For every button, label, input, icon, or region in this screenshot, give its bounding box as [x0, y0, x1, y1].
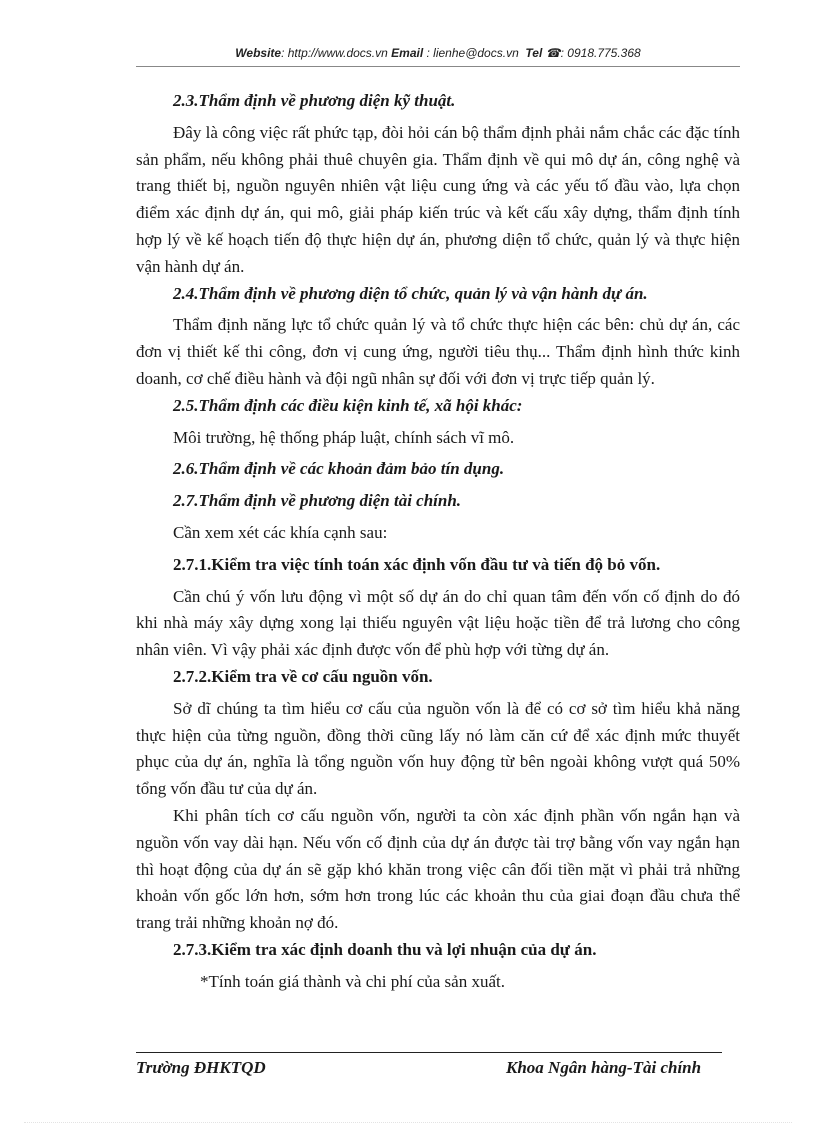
website-value: : http://www.docs.vn — [281, 46, 388, 60]
document-body — [136, 88, 740, 996]
tel-value: : 0918.775.368 — [560, 46, 641, 60]
heading-2-7-3: 2.7.3.Kiểm tra xác định doanh thu và lợi nhuận của dự án. — [173, 939, 597, 959]
paragraph-2-7-1: Cần chú ý vốn lưu động vì một số dự án do chỉ quan tâm đến vốn cố định do đó khi nhà máy xây dựng xong lại thiếu nguyên vật liệu hoặc tiền để trả lương cho công nhân viên. Vì vậy phải xác định được vốn để phù hợp với từng dự án. — [136, 586, 740, 660]
paragraph-2-4: Thẩm định năng lực tổ chức quản lý và tổ chức thực hiện các bên: chủ dự án, các đơn vị thiết kế thi công, đơn vị cung ứng, người tiêu thụ... Thẩm định hình thức kinh doanh, cơ chế điều hành và đội ngũ nhân sự đối với đơn vị trực tiếp quản lý. — [136, 315, 740, 388]
paragraph-2-7-2b: Khi phân tích cơ cấu nguồn vốn, người ta còn xác định phần vốn ngắn hạn và nguồn vốn vay dài hạn. Nếu vốn cố định của dự án được tài trợ bằng vốn vay ngắn hạn thì hoạt động của dự án sẽ gặp khó khăn trong việc cân đối tiền mặt vì phải trả những khoản vốn gốc lớn hơn, sớm hơn trong lúc các khoản thu của giai đoạn đầu chưa thể trang trải những khoản nợ đó. — [136, 805, 740, 933]
heading-2-5: 2.5.Thẩm định các điều kiện kinh tế, xã hội khác: — [173, 395, 523, 415]
page-header — [136, 46, 740, 60]
paragraph-2-7-2a: Sở dĩ chúng ta tìm hiểu cơ cấu của nguồn vốn là để có cơ sở tìm hiểu khả năng thực hiện của từng nguồn, đồng thời cũng lấy nó làm căn cứ để xác định mức thuyết phục của dự án, nghĩa là tổng nguồn vốn huy động từ bên ngoài không vượt quá 50% tổng vốn đầu tư của dự án. — [136, 698, 740, 799]
paragraph-2-7-3: *Tính toán giá thành và chi phí của sản xuất. — [200, 971, 505, 991]
email-label: Email — [391, 46, 424, 60]
heading-2-7-1: 2.7.1.Kiểm tra việc tính toán xác định vốn đầu tư và tiến độ bỏ vốn. — [173, 554, 661, 574]
website-label: Website — [235, 46, 282, 60]
paragraph-2-5: Môi trường, hệ thống pháp luật, chính sách vĩ mô. — [173, 427, 515, 447]
tel-label: Tel — [525, 46, 543, 60]
footer-school: Trường ĐHKTQD — [136, 1058, 266, 1077]
paragraph-2-7: Cần xem xét các khía cạnh sau: — [173, 522, 388, 542]
heading-2-3: 2.3.Thẩm định về phương diện kỹ thuật. — [173, 91, 456, 110]
footer-divider — [136, 1052, 722, 1053]
paragraph-2-3: Đây là công việc rất phức tạp, đòi hỏi cán bộ thẩm định phải nắm chắc các đặc tính sản phẩm, nếu không phải thuê chuyên gia. Thẩm định về qui mô dự án, công nghệ và trang thiết bị, nguồn nguyên nhiên vật liệu cung ứng và các yếu tố đầu vào, lựa chọn điểm xác định dự án, qui mô, giải pháp kiến trúc và kết cấu xây dựng, thẩm định tính hợp lý về kế hoạch tiến độ thực hiện dự án, phương diện tổ chức, quản lý và thực hiện vận hành dự án. — [136, 122, 740, 276]
email-value: : lienhe@docs.vn — [423, 46, 519, 60]
heading-2-7-2: 2.7.2.Kiểm tra về cơ cấu nguồn vốn. — [173, 666, 433, 686]
heading-2-7: 2.7.Thẩm định về phương diện tài chính. — [173, 491, 462, 511]
header-divider — [136, 66, 740, 67]
footer-faculty: Khoa Ngân hàng-Tài chính — [506, 1058, 702, 1077]
phone-icon: ☎ — [545, 46, 561, 60]
heading-2-4: 2.4.Thẩm định về phương diện tổ chức, quản lý và vận hành dự án. — [173, 283, 648, 303]
heading-2-6: 2.6.Thẩm định về các khoản đảm bảo tín dụng. — [173, 459, 505, 479]
